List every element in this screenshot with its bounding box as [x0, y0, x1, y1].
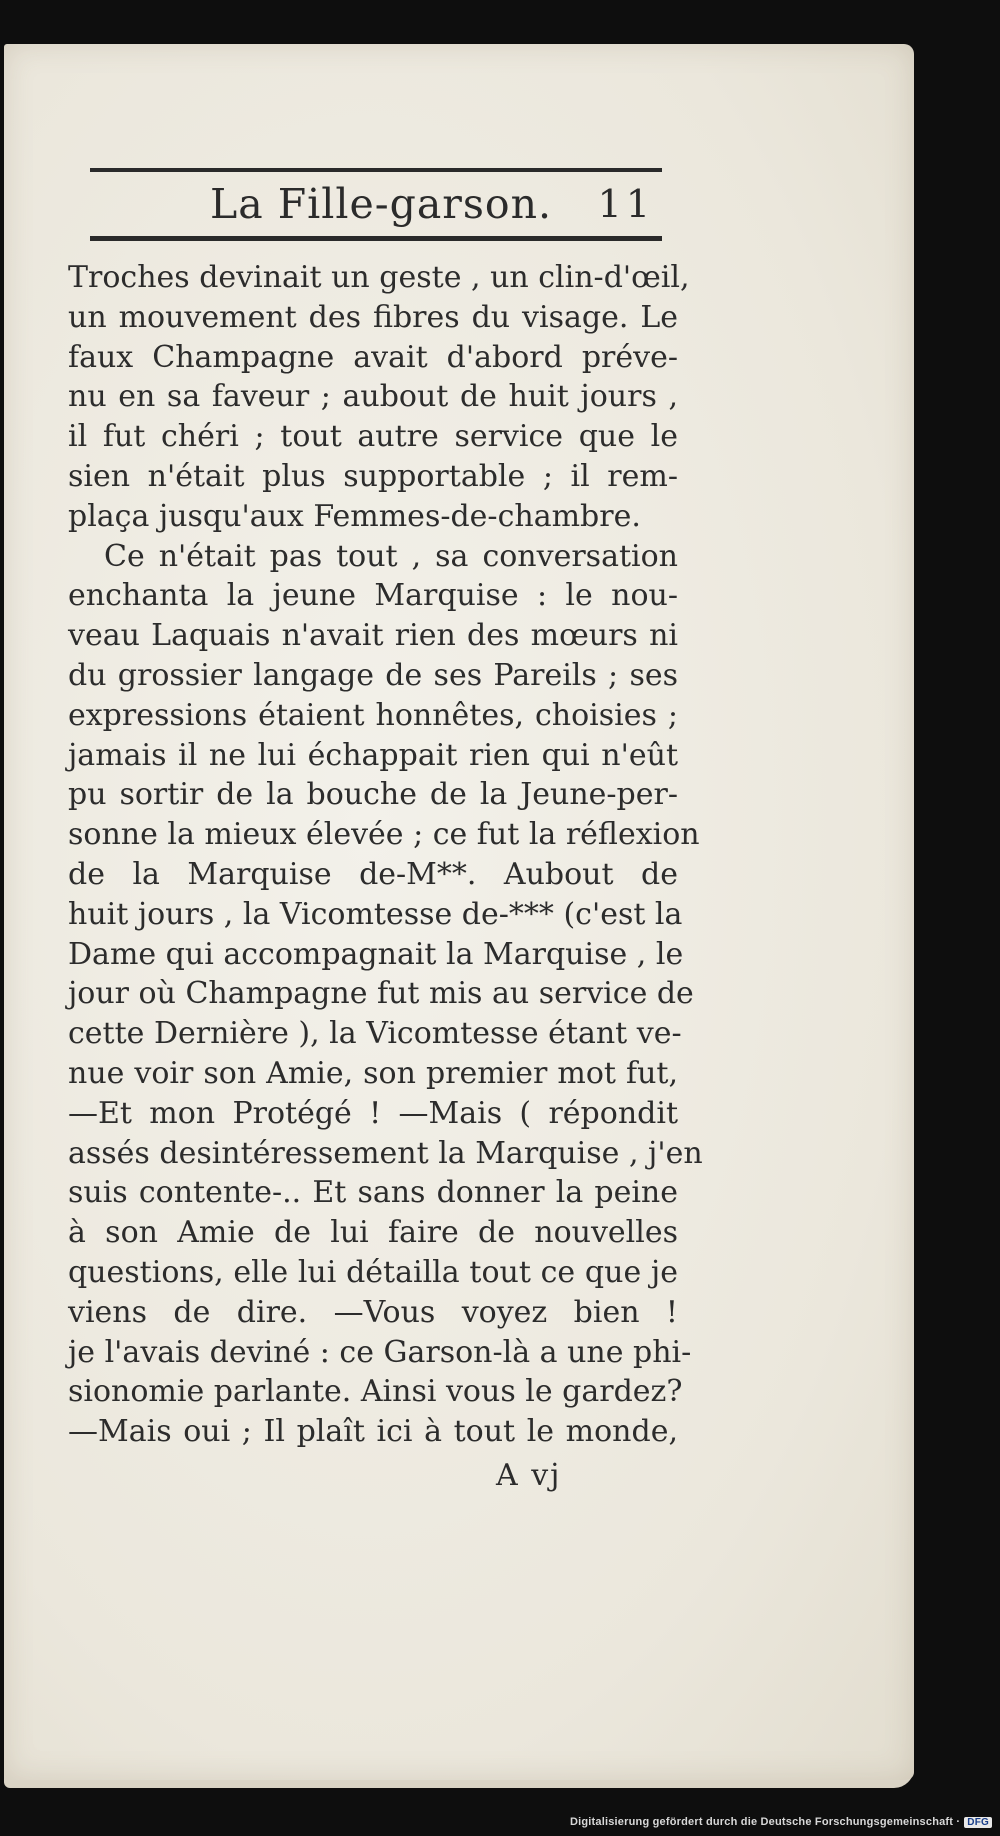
text-line: de la Marquise de-M**. Aubout de — [68, 856, 678, 892]
text-line: Dame qui accompagnait la Marquise , le — [68, 936, 684, 972]
text-line: veau Laquais n'avait rien des mœurs ni — [68, 618, 678, 654]
text-line: sionomie parlante. Ainsi vous le gardez? — [68, 1374, 683, 1410]
text-line: suis contente-.. Et sans donner la peine — [68, 1175, 678, 1211]
text-line: faux Champagne avait d'abord préve- — [68, 339, 678, 375]
digitization-credit — [570, 1816, 992, 1828]
text-line: —Mais oui ; Il plaît ici à tout le monde, — [68, 1414, 678, 1450]
running-head-title: La Fille-garson. — [210, 180, 553, 228]
text-line: expressions étaient honnêtes, choisies ; — [68, 697, 678, 733]
text-line-paragraph-start: Ce n'était pas tout , sa conversation — [104, 538, 678, 574]
text-line: plaça jusqu'aux Femmes-de-chambre. — [68, 498, 641, 534]
text-line: jour où Champagne fut mis au service de — [68, 976, 694, 1012]
text-line: sonne la mieux élevée ; ce fut la réflexion — [68, 817, 700, 853]
text-line: —Et mon Protégé ! —Mais ( répondit — [68, 1095, 678, 1131]
text-line: jamais il ne lui échappait rien qui n'eût — [68, 737, 678, 773]
text-line: nue voir son Amie, son premier mot fut, — [68, 1055, 678, 1091]
text-line: un mouvement des fibres du visage. Le — [68, 299, 678, 335]
text-line: nu en sa faveur ; aubout de huit jours , — [68, 379, 678, 415]
text-line: enchanta la jeune Marquise : le nou- — [68, 578, 678, 614]
digitization-credit-text: Digitalisierung gefördert durch die Deutsche Forschungsgemeinschaft · — [569, 1816, 961, 1828]
text-line: pu sortir de la bouche de la Jeune-per- — [68, 777, 678, 813]
signature-mark: A vj — [496, 1458, 562, 1493]
text-line: sien n'était plus supportable ; il rem- — [68, 458, 678, 494]
page-number: 11 — [597, 182, 654, 226]
text-line: à son Amie de lui faire de nouvelles — [68, 1215, 678, 1251]
text-line: du grossier langage de ses Pareils ; ses — [68, 657, 678, 693]
text-line: cette Dernière ), la Vicomtesse étant ve- — [68, 1016, 682, 1052]
text-line: Troches devinait un geste , un clin-d'œil, — [68, 260, 690, 295]
text-line: huit jours , la Vicomtesse de-*** (c'est la — [68, 896, 683, 932]
text-line: je l'avais deviné : ce Garson-là a une phi- — [68, 1334, 692, 1370]
text-line: il fut chéri ; tout autre service que le — [68, 419, 678, 455]
text-line: assés desintéressement la Marquise , j'en — [68, 1135, 703, 1171]
body-text — [68, 258, 703, 1452]
header-rule-top — [90, 168, 662, 172]
running-head — [90, 176, 662, 236]
text-line: questions, elle lui détailla tout ce que je — [68, 1254, 678, 1290]
text-line: viens de dire. —Vous voyez bien ! — [68, 1294, 678, 1330]
dfg-logo-icon: DFG — [964, 1817, 992, 1828]
header-rule-bottom — [90, 236, 662, 241]
